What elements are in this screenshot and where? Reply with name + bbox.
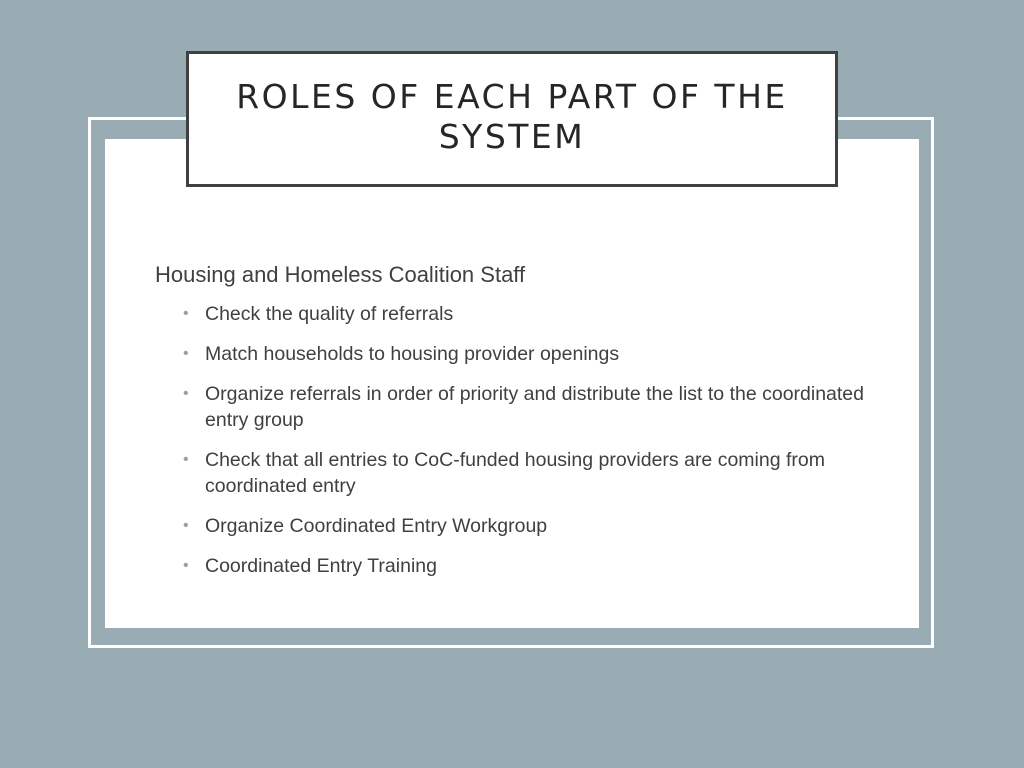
- bullet-text: Check that all entries to CoC-funded housing providers are coming from coordinated entry: [205, 449, 825, 497]
- bullet-dot-icon: •: [183, 385, 189, 402]
- bullet-dot-icon: •: [183, 305, 189, 322]
- bullet-text: Organize referrals in order of priority and distribute the list to the coordinated entry group: [205, 383, 865, 431]
- bullet-item: [183, 447, 875, 499]
- body-content: [155, 261, 875, 593]
- bullet-item: [183, 341, 875, 367]
- bullet-text: Coordinated Entry Training: [205, 555, 437, 577]
- bullet-item: [183, 381, 875, 433]
- bullet-dot-icon: •: [183, 451, 189, 468]
- slide-title: ROLES OF EACH PART OF THE SYSTEM: [236, 77, 788, 156]
- bullet-text: Organize Coordinated Entry Workgroup: [205, 515, 548, 537]
- bullet-list: [155, 301, 875, 579]
- section-heading: Housing and Homeless Coalition Staff: [155, 262, 526, 287]
- bullet-item: [183, 513, 875, 539]
- bullet-item: [183, 301, 875, 327]
- bullet-dot-icon: •: [183, 517, 189, 534]
- bullet-text: Match households to housing provider openings: [205, 343, 620, 365]
- bullet-text: Check the quality of referrals: [205, 303, 454, 325]
- bullet-item: [183, 553, 875, 579]
- title-box: [186, 51, 838, 187]
- bullet-dot-icon: •: [183, 345, 189, 362]
- bullet-dot-icon: •: [183, 557, 189, 574]
